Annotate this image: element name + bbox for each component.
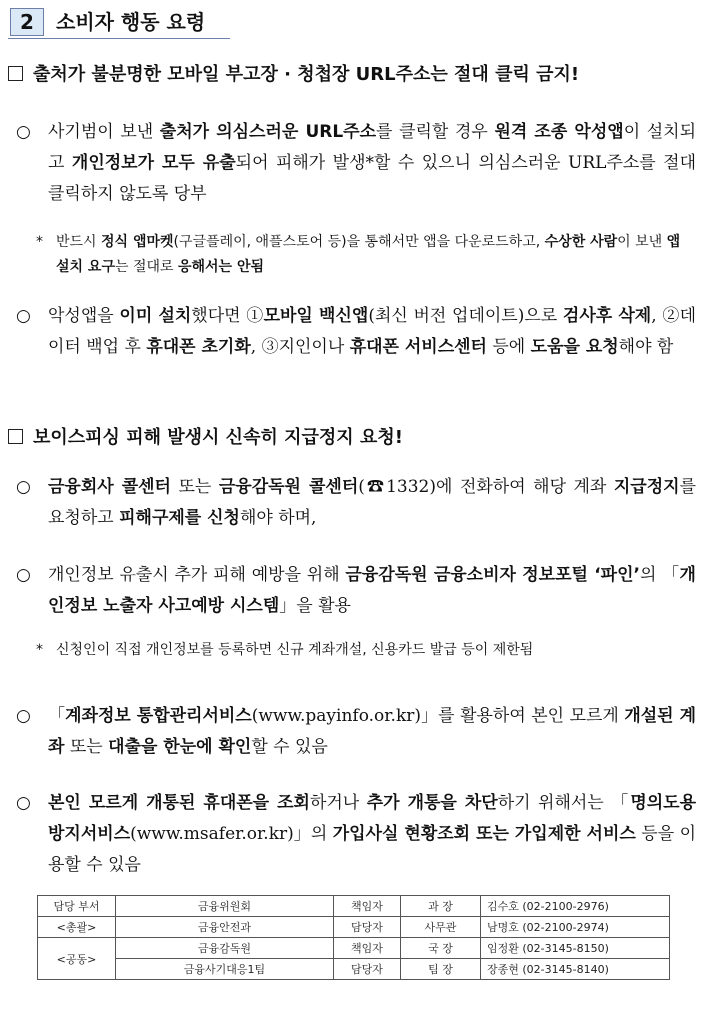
role-cell: 담당자 xyxy=(334,917,401,938)
circle-bullet-icon: ○ xyxy=(16,306,31,326)
group-cell: <공동> xyxy=(38,938,116,980)
dept-cell: 금융위원회 xyxy=(116,896,334,917)
note-text: 신청인이 직접 개인정보를 등록하면 신규 계좌개설, 신용카드 발급 등이 제한됨 xyxy=(56,642,534,658)
table-row xyxy=(38,938,670,959)
dept-cell: 금융안전과 xyxy=(116,917,334,938)
table-row xyxy=(38,896,670,917)
paragraph-text: 개인정보 유출시 추가 피해 예방을 위해 금융감독원 금융소비자 정보포털 ‘파인’의 「개인정보 노출자 사고예방 시스템」을 활용 xyxy=(48,565,696,616)
contact-table xyxy=(37,895,670,980)
note-text: 반드시 정식 앱마켓(구글플레이, 애플스토어 등)을 통해서만 앱을 다운로드하고, 수상한 사람이 보낸 앱 설치 요구는 절대로 응해서는 안됨 xyxy=(56,234,681,275)
paragraph-url-click xyxy=(16,117,696,210)
contact-name-cell: 남명호 (02-2100-2974) xyxy=(481,917,670,938)
title-cell: 국 장 xyxy=(401,938,481,959)
contact-name-cell: 김수호 (02-2100-2976) xyxy=(481,896,670,917)
section-header xyxy=(8,6,230,39)
paragraph-fine-portal xyxy=(16,560,696,622)
role-cell: 책임자 xyxy=(334,938,401,959)
table-row xyxy=(38,917,670,938)
note-registration-limit xyxy=(36,638,696,663)
note-official-market xyxy=(36,230,696,280)
section-title: 소비자 행동 요령 xyxy=(56,10,206,34)
heading-url-warning: 출처가 불분명한 모바일 부고장 · 청첩장 URL주소는 절대 클릭 금지! xyxy=(8,63,579,87)
section-number: 2 xyxy=(10,8,44,36)
dept-cell: 금융감독원 xyxy=(116,938,334,959)
role-cell: 담당자 xyxy=(334,959,401,980)
circle-bullet-icon: ○ xyxy=(16,477,31,497)
paragraph-msafer xyxy=(16,788,696,881)
asterisk-icon: * xyxy=(36,234,43,250)
checkbox-square-icon xyxy=(8,429,23,444)
circle-bullet-icon: ○ xyxy=(16,565,31,585)
paragraph-text: 사기범이 보낸 출처가 의심스러운 URL주소를 클릭할 경우 원격 조종 악성앱이 설치되고 개인정보가 모두 유출되어 피해가 발생*할 수 있으니 의심스러운 URL주소를 절대 클릭하지 않도록 당부 xyxy=(48,122,697,204)
paragraph-malware-installed xyxy=(16,301,696,363)
group-cell: <총괄> xyxy=(38,917,116,938)
circle-bullet-icon: ○ xyxy=(16,122,31,142)
title-cell: 과 장 xyxy=(401,896,481,917)
paragraph-text: 악성앱을 이미 설치했다면 ①모바일 백신앱(최신 버전 업데이트)으로 검사후 삭제, ②데이터 백업 후 휴대폰 초기화, ③지인이나 휴대폰 서비스센터 등에 도움을 요청해야 함 xyxy=(48,306,697,357)
heading-voice-phishing: 보이스피싱 피해 발생시 신속히 지급정지 요청! xyxy=(8,426,403,450)
circle-bullet-icon: ○ xyxy=(16,793,31,813)
paragraph-payinfo xyxy=(16,701,696,763)
dept-cell: 금융사기대응1팀 xyxy=(116,959,334,980)
circle-bullet-icon: ○ xyxy=(16,706,31,726)
table-row xyxy=(38,959,670,980)
asterisk-icon: * xyxy=(36,642,43,658)
paragraph-text: 금융회사 콜센터 또는 금융감독원 콜센터(☎1332)에 전화하여 해당 계좌 지급정지를 요청하고 피해구제를 신청해야 하며, xyxy=(48,477,696,528)
contact-name-cell: 임정환 (02-3145-8150) xyxy=(481,938,670,959)
contact-name-cell: 장종현 (02-3145-8140) xyxy=(481,959,670,980)
checkbox-square-icon xyxy=(8,66,23,81)
paragraph-call-center xyxy=(16,472,696,534)
paragraph-text: 본인 모르게 개통된 휴대폰을 조회하거나 추가 개통을 차단하기 위해서는 「명의도용 방지서비스(www.msafer.or.kr)」의 가입사실 현황조회 또는 가입제한 서비스 등을 이용할 수 있음 xyxy=(48,793,697,875)
title-cell: 팀 장 xyxy=(401,959,481,980)
title-cell: 사무관 xyxy=(401,917,481,938)
paragraph-text: 「계좌정보 통합관리서비스(www.payinfo.or.kr)」를 활용하여 본인 모르게 개설된 계좌 또는 대출을 한눈에 확인할 수 있음 xyxy=(48,706,697,757)
role-cell: 책임자 xyxy=(334,896,401,917)
dept-label-cell: 담당 부서 xyxy=(38,896,116,917)
